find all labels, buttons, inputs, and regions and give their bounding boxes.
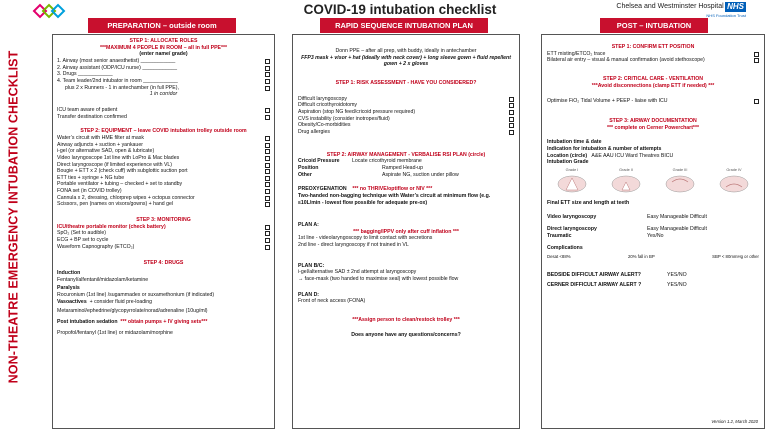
checkbox[interactable] bbox=[754, 58, 759, 63]
role-row: 2. Airway assistant (ODP/ICU nurse) ____________ bbox=[57, 65, 270, 72]
plan-d-line1: Front of neck access (FONA) bbox=[298, 298, 366, 305]
side-title: NON-THEATRE EMERGENCY INTUBATION CHECKLIST bbox=[6, 50, 20, 383]
logo-icon bbox=[32, 2, 68, 20]
checkbox[interactable] bbox=[509, 130, 514, 135]
header-rsi-plan: RAPID SEQUENCE INTUBATION PLAN bbox=[320, 18, 488, 33]
prep-step1-title: STEP 1: ALLOCATE ROLES bbox=[129, 38, 198, 44]
post-step3-sub: *** complete on Cerner Powerchart*** bbox=[607, 124, 699, 131]
optimise-row: Optimise FiO₂ Tidal Volume + PEEP - liaise with ICU bbox=[547, 98, 759, 105]
bedside-alert-row: BEDSIDE DIFFICULT AIRWAY ALERT? YES/NO bbox=[547, 271, 687, 278]
induction-drugs: Fentanyl/alfentanil/midazolam/ketamine bbox=[57, 276, 149, 283]
checkbox[interactable] bbox=[265, 231, 270, 236]
equipment-row: Portable ventilator + tubing – checked + set to standby bbox=[57, 181, 270, 188]
doc-time: Intubation time & date bbox=[547, 139, 602, 146]
other-row: Other Aspirate NG, suction under pillow bbox=[298, 171, 459, 178]
rsi-step1-title: STEP 1: RISK ASSESSMENT - HAVE YOU CONSIDERED? bbox=[335, 79, 477, 86]
grade-item: Grade III bbox=[655, 168, 705, 194]
role-row: 4. Team leader/2nd intubator in room ____________ bbox=[57, 78, 270, 85]
checkbox[interactable] bbox=[265, 143, 270, 148]
induction-label: Induction bbox=[57, 270, 81, 277]
vasoactives-label: Vasoactives bbox=[57, 298, 87, 305]
complications-label: Complications bbox=[547, 245, 583, 252]
plan-a-label: PLAN A: bbox=[298, 222, 319, 229]
trust-name: NHS Foundation Trust bbox=[706, 13, 746, 19]
risk-row: Difficult cricothyroidotomy bbox=[298, 102, 514, 109]
checkbox[interactable] bbox=[265, 156, 270, 161]
equipment-row: Direct laryngoscope (if limited experience with VL) bbox=[57, 162, 270, 169]
questions-prompt: Does anyone have any questions/concerns? bbox=[351, 331, 461, 338]
plan-a-line2: 2nd line - direct laryngoscopy if not trained in VL bbox=[298, 242, 409, 249]
larynx-grade-3-icon bbox=[662, 174, 698, 194]
clean-trolley-note: ***Assign person to clean/restock trolley *** bbox=[352, 317, 460, 324]
grade-diagrams bbox=[547, 168, 759, 194]
header-preparation: PREPARATION – outside room bbox=[88, 18, 236, 33]
plan-bc-label: PLAN B/C: bbox=[298, 262, 325, 269]
prep-step1-sub: ***MAXIMUM 4 PEOPLE IN ROOM – all in full PPE*** bbox=[99, 44, 228, 51]
preox-text: Two-handed non-bagging technique with Water’s circuit at minimum flow (e.g. ≤10L/min - lowest flow possible for adequate pre-ox) bbox=[298, 192, 491, 206]
version-label: Version 1.2, March 2020 bbox=[711, 418, 758, 424]
checkbox[interactable] bbox=[265, 66, 270, 71]
sedation-label: Post intubation sedation bbox=[57, 318, 118, 325]
checkbox[interactable] bbox=[754, 99, 759, 104]
traumatic-row: Traumatic Yes/No bbox=[547, 232, 664, 239]
side-title-bar bbox=[0, 0, 26, 433]
equipment-row: Water’s circuit with HME filter at mask bbox=[57, 135, 270, 142]
checkbox[interactable] bbox=[265, 182, 270, 187]
cricoid-row: Cricoid Pressure Locate cricothyroid membrane bbox=[298, 158, 422, 165]
checkbox[interactable] bbox=[265, 149, 270, 154]
hospital-logo bbox=[616, 2, 746, 18]
role-row: 3. Drugs ____________ bbox=[57, 71, 270, 78]
monitoring-row: Waveform Capnography (ETCO₂) bbox=[57, 244, 270, 251]
position-row: Position Ramped Head-up bbox=[298, 164, 423, 171]
larynx-grade-1-icon bbox=[554, 174, 590, 194]
vasoactives-drugs: Metaraminol/ephedrine/glycopyrrolate/norad/adrenaline (10ug/ml) bbox=[57, 308, 208, 315]
header-post-intubation: POST – INTUBATION bbox=[600, 18, 708, 33]
checkbox[interactable] bbox=[265, 225, 270, 230]
larynx-grade-2-icon bbox=[608, 174, 644, 194]
runners-row: plus 2 x Runners - 1 in antechamber (in full PPE), bbox=[57, 85, 270, 92]
checkbox[interactable] bbox=[509, 103, 514, 108]
cerner-alert-row: CERNER DIFFICULT AIRWAY ALERT ? YES/NO bbox=[547, 282, 687, 289]
checkbox[interactable] bbox=[265, 245, 270, 250]
checkbox[interactable] bbox=[265, 189, 270, 194]
checkbox[interactable] bbox=[265, 86, 270, 91]
equipment-row: FONA set (in COVID trolley) bbox=[57, 188, 270, 195]
paralysis-drugs: Rocuronium (1st line) /sugammadex or suxamethonium (if indicated) bbox=[57, 292, 215, 298]
vasoactives-note: + consider fluid pre-loading bbox=[89, 298, 153, 305]
location-options: A&E AAU ICU Ward Theatres BICU bbox=[591, 152, 674, 159]
rsi-plan-column bbox=[292, 34, 520, 429]
risk-row: Aspiration (stop NG feed/cricoid pressure required) bbox=[298, 109, 514, 116]
vl-row: Video laryngoscopy Easy Manageable Difficult bbox=[547, 214, 707, 221]
runners-row-2: 1 in corridor bbox=[149, 91, 178, 98]
checkbox[interactable] bbox=[265, 169, 270, 174]
checkbox[interactable] bbox=[265, 72, 270, 77]
role-row: 1. Airway (most senior anaesthetist) ____________ bbox=[57, 58, 270, 65]
icu-aware-row: ICU team aware of patient bbox=[57, 107, 270, 114]
checkbox[interactable] bbox=[265, 238, 270, 243]
post-step3-title: STEP 3: AIRWAY DOCUMENTATION bbox=[609, 117, 697, 124]
nhs-logo: NHS bbox=[727, 2, 744, 11]
plan-bc-line2: → face-mask (two handed to maximise seal) with lowest possible flow bbox=[298, 276, 459, 283]
prep-step2-title: STEP 2: EQUIPMENT – leave COVID intubation trolley outside room bbox=[80, 128, 247, 135]
rsi-step2-title: STEP 2: AIRWAY MANAGEMENT - VERBALISE RSI PLAN (circle) bbox=[326, 151, 486, 158]
checkbox[interactable] bbox=[265, 136, 270, 141]
grade-label: Intubation Grade bbox=[547, 159, 589, 166]
checkbox[interactable] bbox=[265, 115, 270, 120]
complications-options: Desat <88% 20% fall in BP SBP < 80mmHg or other bbox=[547, 254, 759, 260]
checkbox[interactable] bbox=[265, 59, 270, 64]
location-label: Location (circle) bbox=[547, 152, 588, 159]
preox-label: PREOXYGENATION bbox=[298, 186, 347, 193]
prep-step4-title: STEP 4: DRUGS bbox=[143, 260, 184, 267]
checkbox[interactable] bbox=[509, 97, 514, 102]
checkbox[interactable] bbox=[509, 117, 514, 122]
risk-row: Obesity/Co-morbidities bbox=[298, 122, 514, 129]
grade-item: Grade IV bbox=[709, 168, 759, 194]
preparation-column bbox=[52, 34, 275, 429]
prep-step1-sub2: (enter name/ grade) bbox=[139, 51, 188, 58]
equipment-row: ETT ties + syringe + NG tube bbox=[57, 175, 270, 182]
plan-a-line1: 1st line - videolaryngoscopy to limit contact with secretions bbox=[298, 235, 433, 242]
equipment-row: i-gel (or alternative SAD, open & lubricate) bbox=[57, 148, 270, 155]
doc-indication: Indication for intubation & number of attempts bbox=[547, 145, 662, 152]
bilateral-row: Bilateral air entry – visual & manual confirmation (avoid stethoscope) bbox=[547, 57, 759, 64]
larynx-grade-4-icon bbox=[716, 174, 752, 194]
post-step2-title: STEP 2: CRITICAL CARE - VENTILATION bbox=[602, 75, 703, 82]
post-step2-sub: ***Avoid disconnections (clamp ETT if needed) *** bbox=[591, 82, 715, 89]
plan-a-warning: *** bagging/IPPV only after cuff inflation *** bbox=[353, 228, 459, 235]
preox-warning: *** no THRIVE/optiflow or NIV *** bbox=[352, 186, 433, 193]
equipment-row: Video laryngoscope 1st line with LoPro & Mac blades bbox=[57, 155, 270, 162]
plan-bc-line1: i-gel/alternative SAD ± 2nd attempt at laryngoscopy bbox=[298, 269, 417, 276]
monitoring-row: ICU/theatre portable monitor (check battery) bbox=[57, 224, 270, 231]
plan-d-label: PLAN D: bbox=[298, 291, 320, 298]
sedation-note: *** obtain pumps + IV giving sets*** bbox=[120, 318, 208, 325]
equipment-row: Cannula x 2, dressing, chlorprep wipes + octopus connector bbox=[57, 195, 270, 202]
post-intubation-column bbox=[541, 34, 765, 429]
checkbox[interactable] bbox=[265, 108, 270, 113]
checkbox[interactable] bbox=[509, 110, 514, 115]
dl-row: Direct laryngoscopy Easy Manageable Difficult bbox=[547, 226, 707, 233]
post-step1-title: STEP 1: CONFIRM ETT POSITION bbox=[611, 44, 695, 50]
hospital-name: Chelsea and Westminster Hospital bbox=[616, 2, 724, 10]
risk-row: Difficult laryngoscopy bbox=[298, 96, 514, 103]
equipment-row: Scissors, pen (names on visors/gowns) + hand gel bbox=[57, 201, 270, 208]
checkbox[interactable] bbox=[265, 79, 270, 84]
ett-size: Final ETT size and length at teeth bbox=[547, 199, 630, 206]
risk-row: CVS instability (consider inotropes/fluid) bbox=[298, 116, 514, 123]
monitoring-row: ECG + BP set to cycle bbox=[57, 237, 270, 244]
checkbox[interactable] bbox=[265, 202, 270, 207]
prep-step3-title: STEP 3: MONITORING bbox=[136, 217, 191, 224]
monitoring-row: SpO₂ (Set to audible) bbox=[57, 230, 270, 237]
equipment-row: Bougie + ETT x 2 (check cuff) with subglottic suction port bbox=[57, 168, 270, 175]
checkbox[interactable] bbox=[265, 163, 270, 168]
ett-trace-row: ETT misting/ETCO₂ trace bbox=[547, 51, 759, 58]
grade-item: Grade I bbox=[547, 168, 597, 194]
checkbox[interactable] bbox=[509, 123, 514, 128]
checkbox[interactable] bbox=[265, 196, 270, 201]
equipment-row: Airway adjuncts + suction + yankauer bbox=[57, 142, 270, 149]
checkbox[interactable] bbox=[265, 176, 270, 181]
paralysis-label: Paralysis bbox=[57, 285, 80, 292]
page-title: COVID-19 intubation checklist bbox=[303, 2, 497, 17]
sedation-drugs: Propofol/fentanyl (1st line) or midazolam/morphine bbox=[57, 329, 173, 336]
grade-item: Grade II bbox=[601, 168, 651, 194]
ppe-intro: Donn PPE – after all prep, with buddy, ideally in antechamber bbox=[335, 48, 477, 54]
transfer-row: Transfer destination confirmed bbox=[57, 114, 270, 121]
checkbox[interactable] bbox=[754, 52, 759, 57]
ppe-list: FFP3 mask + visor + hat (ideally with neck cover) + long sleeve gown + fluid repellent gown + 2 x gloves bbox=[301, 54, 511, 68]
risk-row: Drug allergies bbox=[298, 129, 514, 136]
